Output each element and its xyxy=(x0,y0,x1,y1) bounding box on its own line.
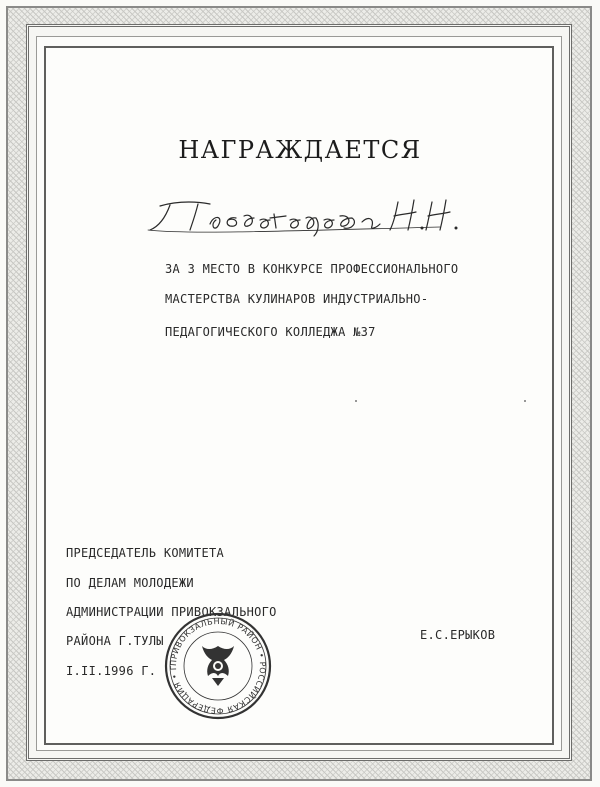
body-line-2: МАСТЕРСТВА КУЛИНАРОВ ИНДУСТРИАЛЬНО- xyxy=(165,292,429,306)
seal-drawing xyxy=(162,610,274,722)
issuer-line-2: ПО ДЕЛАМ МОЛОДЕЖИ xyxy=(66,576,194,590)
issuer-line-3: АДМИНИСТРАЦИИ ПРИВОКЗАЛЬНОГО xyxy=(66,605,277,619)
svg-text:ПРИВОКЗАЛЬНЫЙ РАЙОН • РОССИЙСК: ПРИВОКЗАЛЬНЫЙ РАЙОН • РОССИЙСКАЯ ФЕДЕРАЦИЯ • Г xyxy=(168,616,268,716)
body-line-3: ПЕДАГОГИЧЕСКОГО КОЛЛЕДЖА №37 xyxy=(165,325,376,339)
signer-name: Е.С.ЕРЫКОВ xyxy=(420,628,496,642)
paper-speck xyxy=(355,400,357,402)
issue-date: I.II.1996 Г. xyxy=(66,664,157,678)
certificate-title: НАГРАЖДАЕТСЯ xyxy=(178,136,422,164)
recipient-handwritten-name xyxy=(140,194,470,240)
official-seal xyxy=(162,610,274,722)
issuer-line-4: РАЙОНА Г.ТУЛЫ xyxy=(66,634,164,648)
body-line-1: ЗА 3 МЕСТО В КОНКУРСЕ ПРОФЕССИОНАЛЬНОГО xyxy=(165,262,459,276)
recipient-signature-drawing xyxy=(140,194,470,240)
issuer-line-1: ПРЕДСЕДАТЕЛЬ КОМИТЕТА xyxy=(66,546,225,560)
paper-speck xyxy=(524,400,526,402)
